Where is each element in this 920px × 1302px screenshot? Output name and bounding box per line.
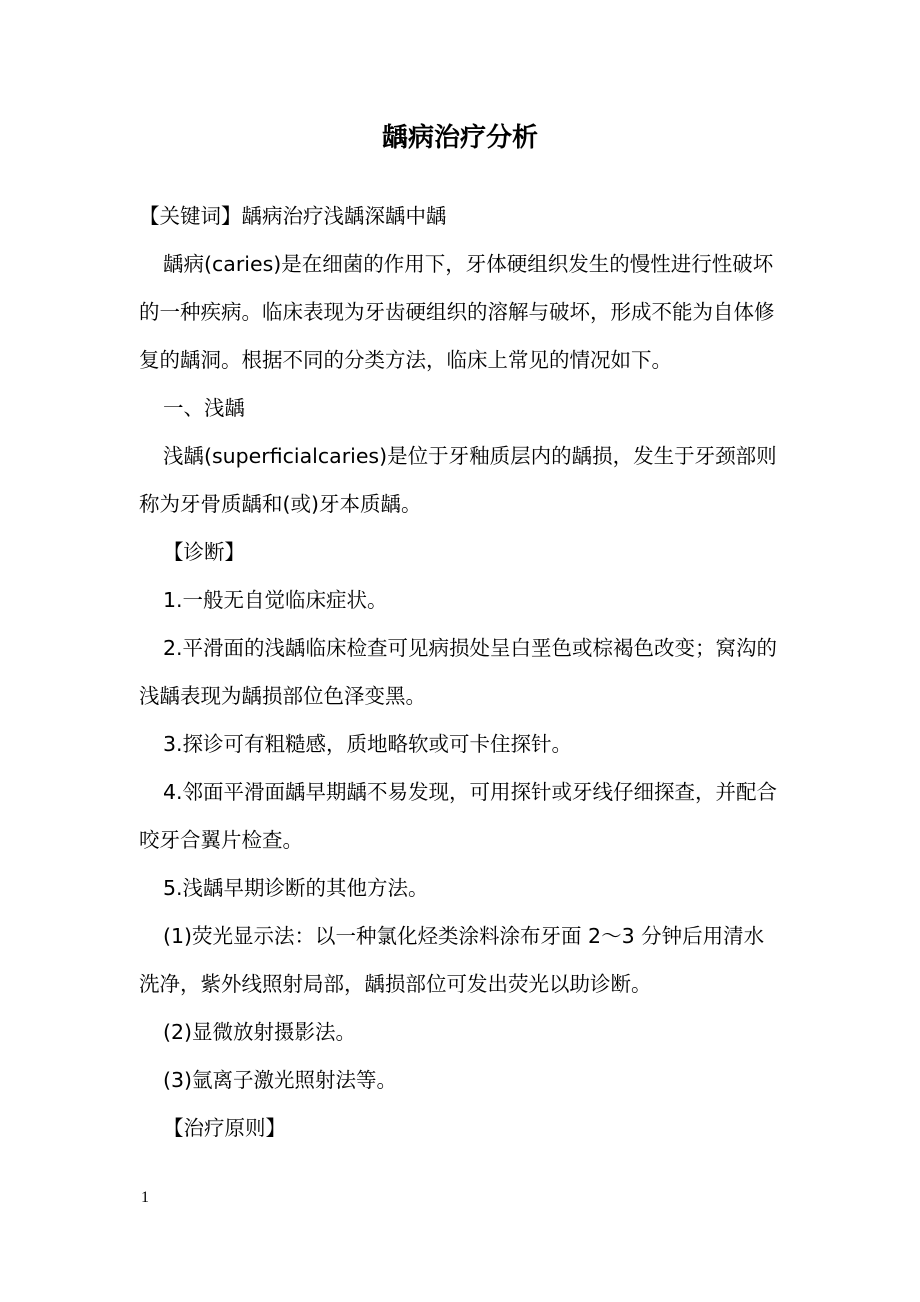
subsection-heading: 【诊断】 — [163, 540, 245, 564]
list-item: 2.平滑面的浅龋临床检查可见病损处呈白垩色或棕褐色改变；窝沟的浅龋表现为龋损部位色泽变黑。 — [139, 636, 778, 708]
list-item: 3.探诊可有粗糙感，质地略软或可卡住探针。 — [163, 732, 573, 756]
intro-paragraph: 龋病(caries)是在细菌的作用下，牙体硬组织发生的慢性进行性破坏的一种疾病。临床表现为牙齿硬组织的溶解与破坏，形成不能为自体修复的龋洞。根据不同的分类方法，临床上常见的情况如下。 — [139, 252, 775, 372]
keywords-paragraph: 【关键词】龋病治疗浅龋深龋中龋 — [139, 204, 447, 228]
list-item: 4.邻面平滑面龋早期龋不易发现，可用探针或牙线仔细探查，并配合咬牙合翼片检查。 — [139, 780, 778, 852]
list-item: 5.浅龋早期诊断的其他方法。 — [163, 876, 429, 900]
sub-list-item: (1)荧光显示法：以一种氯化烃类涂料涂布牙面 2～3 分钟后用清水洗净，紫外线照射局部，龋损部位可发出荧光以助诊断。 — [139, 924, 765, 996]
definition-paragraph: 浅龋(superficialcaries)是位于牙釉质层内的龋损，发生于牙颈部则称为牙骨质龋和(或)牙本质龋。 — [139, 444, 777, 516]
sub-list-item: (3)氩离子激光照射法等。 — [163, 1068, 398, 1092]
document-title: 龋病治疗分析 — [381, 123, 538, 153]
section-heading: 一、浅龋 — [163, 396, 245, 420]
document-body — [139, 192, 784, 1152]
subsection-heading: 【治疗原则】 — [163, 1116, 286, 1140]
list-item: 1.一般无自觉临床症状。 — [163, 588, 388, 612]
page-number: 1 — [141, 1189, 149, 1206]
sub-list-item: (2)显微放射摄影法。 — [163, 1020, 357, 1044]
